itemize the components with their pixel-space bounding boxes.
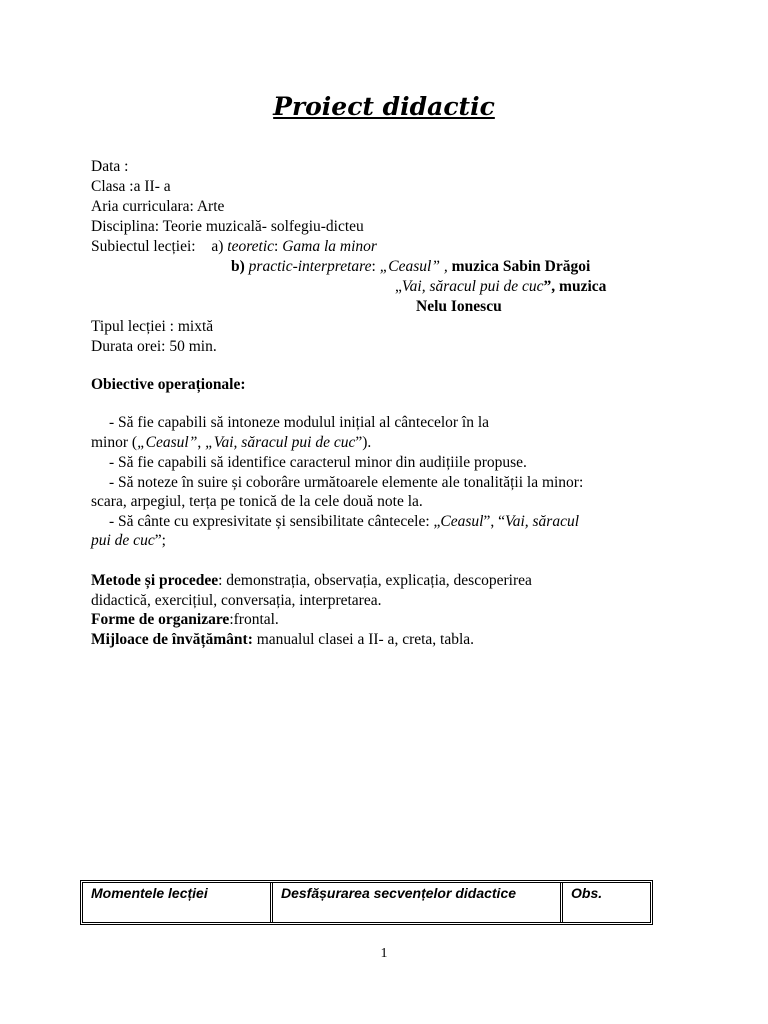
objective-1-song1: „Ceasul” [137,434,198,451]
objective-2: - Să fie capabili să identifice caracterul minor din audițiile propuse. [109,454,527,471]
metode-line [91,571,532,590]
objective-3-line1: - Să noteze în suire și coborâre următoarele elemente ale tonalității la minor: [109,474,584,491]
subiect-a-type: teoretic [227,238,275,255]
subiect-a-sep: : [274,238,279,255]
clasa-line: Clasa :a II- a [91,178,171,195]
durata-line: Durata orei: 50 min. [91,338,217,355]
subiect-c-song: Vai, săracul pui de cuc [401,278,544,295]
objective-4-end: ”; [154,532,166,549]
subiect-b-sep: : [371,258,380,275]
subiect-b-type: practic-interpretare [248,258,372,275]
mijloace-text: manualul clasei a II- a, creta, tabla. [252,631,475,648]
objective-1-end: ”). [355,434,372,451]
subiect-a-letter: a) [211,238,224,255]
objective-3-line2: scara, arpegiul, terța pe tonică de la cele două note la. [91,493,423,510]
metode-label: Metode și procedee [91,572,219,589]
subiect-c-composer: Nelu Ionescu [416,298,502,315]
subiect-c-open: „ [395,278,402,295]
metode-line2: didactică, exercițiul, conversația, interpretarea. [91,592,382,609]
subiect-label: Subiectul lecției: [91,238,196,255]
aria-line: Aria curriculara: Arte [91,198,225,215]
objective-4-mid: ”, “ [483,513,505,530]
subiect-a-line [91,237,377,256]
objective-4-song1: Ceasul [440,513,484,530]
lesson-table [80,880,653,925]
table-header-momente: Momentele lecției [83,883,273,922]
mijloace-label: Mijloace de învățământ: [91,631,253,648]
subiect-b-line [231,257,590,276]
page-title: Proiect didactic [273,92,495,121]
subiect-b-song: „Ceasul” , [379,258,448,275]
objective-4-song2: Vai, săracul [504,513,580,530]
objective-1-line2 [91,433,371,452]
tipul-line: Tipul lecției : mixtă [91,318,214,335]
objective-4-start: - Să cânte cu expresivitate și sensibilitate cântecele: „ [109,513,441,530]
objective-4-line1 [109,512,579,531]
subiect-c-line [395,277,606,296]
disciplina-line: Disciplina: Teorie muzicală- solfegiu-dicteu [91,218,364,235]
data-line: Data : [91,158,129,175]
objective-1-mid: , [197,434,206,451]
forme-label: Forme de organizare [91,611,230,628]
subiect-b-composer: muzica Sabin Drăgoi [447,258,591,275]
metode-text: : demonstrația, observația, explicația, descoperirea [218,572,532,589]
objective-1-line1: - Să fie capabili să intoneze modulul inițial al cântecelor în la [109,414,490,431]
subiect-c-rest: ”, muzica [543,278,607,295]
objective-1-song2: „Vai, săracul pui de cuc [205,434,356,451]
objective-1-start: minor ( [91,434,138,451]
table-header-desfasurare: Desfășurarea secvențelor didactice [273,883,563,922]
subiect-a-text: Gama la minor [282,238,377,255]
table-header-obs: Obs. [571,885,603,901]
subiect-b-letter: b) [231,258,245,275]
page-number: 1 [380,946,388,961]
forme-text: :frontal. [229,611,279,628]
mijloace-line [91,630,474,649]
objective-4-line2 [91,531,166,550]
forme-line [91,610,279,629]
objectives-heading: Obiective operaționale: [91,376,246,393]
objective-4-song2-cont: pui de cuc [91,532,155,549]
